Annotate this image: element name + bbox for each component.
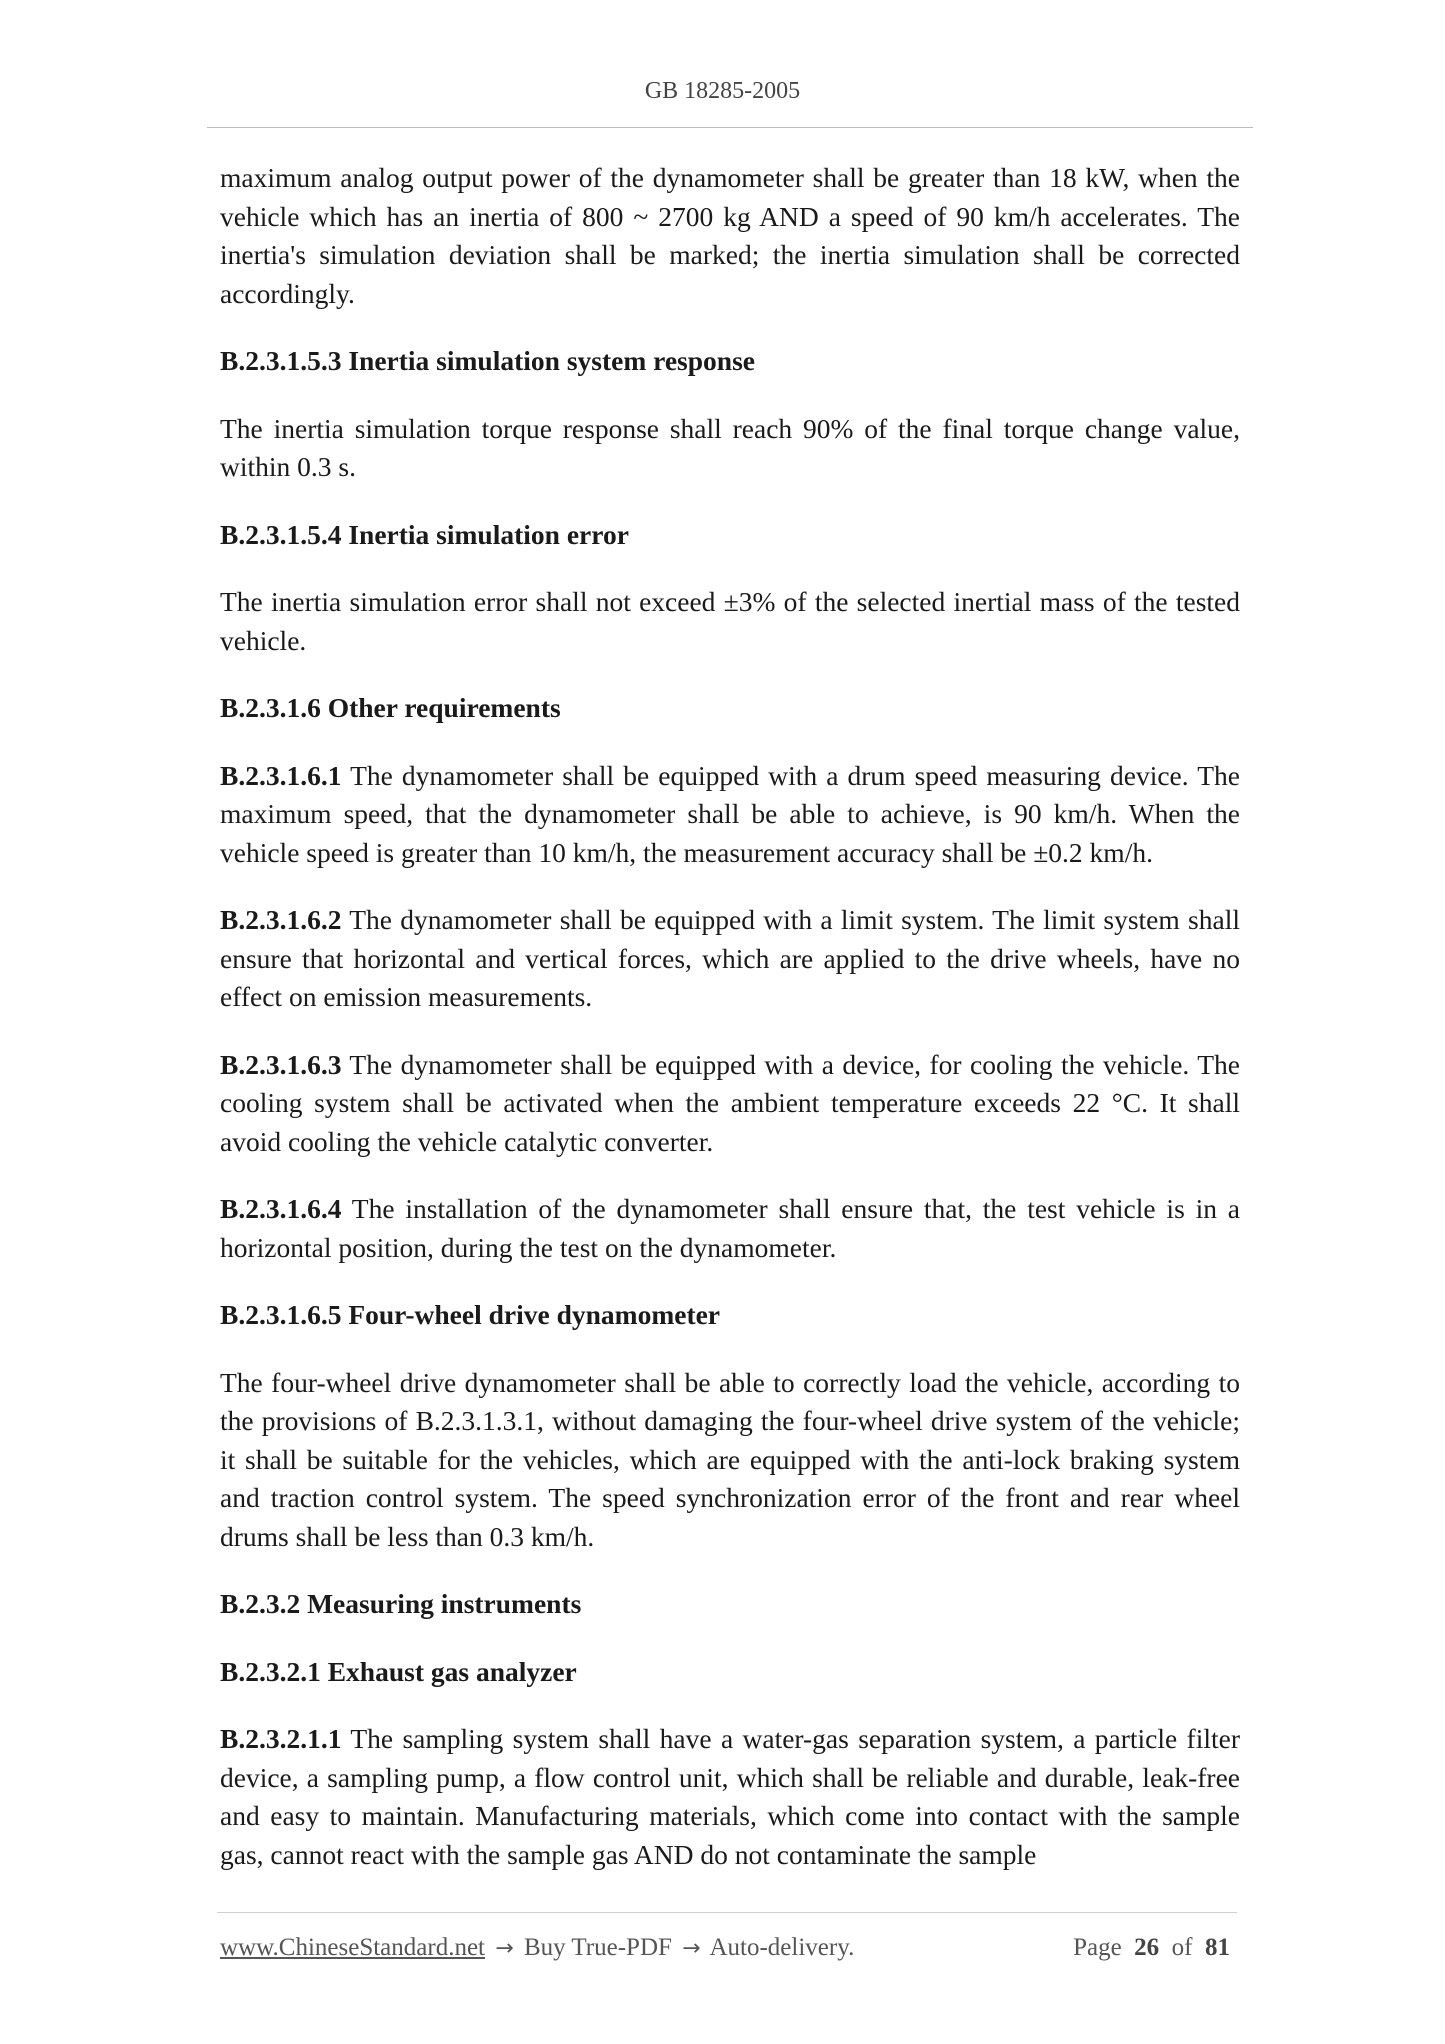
paragraph-b2316-4 xyxy=(220,1190,1240,1267)
heading-b2321: B.2.3.2.1 Exhaust gas analyzer xyxy=(220,1655,577,1687)
auto-delivery-text: Auto-delivery. xyxy=(709,1934,855,1961)
clause-number: B.2.3.1.6.2 xyxy=(220,904,342,935)
paragraph-b2315-4: The inertia simulation error shall not exceed ±3% of the selected inertial mass of the tested vehicle. xyxy=(220,586,1240,656)
paragraph-b2316-3 xyxy=(220,1046,1240,1162)
buy-pdf-text: Buy True-PDF xyxy=(523,1934,672,1961)
footer-divider xyxy=(217,1912,1237,1913)
clause-text: The dynamometer shall be equipped with a device, for cooling the vehicle. The cooling system shall be activated when the ambient temperature exceeds 22 °C. It shall avoid cooling the vehicle catalytic converter. xyxy=(220,1048,1240,1157)
footer-promo xyxy=(220,1934,854,1962)
paragraph-b2315-3: The inertia simulation torque response shall reach 90% of the final torque change value, within 0.3 s. xyxy=(220,412,1240,482)
clause-text: The installation of the dynamometer shall ensure that, the test vehicle is in a horizontal position, during the test on the dynamometer. xyxy=(220,1193,1240,1263)
document-body xyxy=(220,159,1240,1903)
arrow-right-icon: → xyxy=(495,1936,514,1961)
clause-number: B.2.3.2.1.1 xyxy=(220,1723,342,1754)
clause-number: B.2.3.1.6.1 xyxy=(220,759,342,791)
clause-text: The dynamometer shall be equipped with a limit system. The limit system shall ensure that horizontal and vertical forces, which are applied to the drive wheels, have no effect on emission measurements. xyxy=(220,904,1240,1012)
total-pages: 81 xyxy=(1205,1934,1230,1961)
paragraph-b2316-5: The four-wheel drive dynamometer shall be able to correctly load the vehicle, according to the provisions of B.2.3.1.3.1, without damaging the four-wheel drive system of the vehicle; it shall be suitable for the vehicles, which are equipped with the anti-lock braking system and traction control system. The speed synchronization error of the front and rear wheel drums shall be less than 0.3 km/h. xyxy=(220,1366,1240,1552)
page-label: Page xyxy=(1073,1934,1122,1961)
current-page-number: 26 xyxy=(1134,1934,1160,1961)
clause-text: The dynamometer shall be equipped with a drum speed measuring device. The maximum speed, that the dynamometer shall be able to achieve, is 90 km/h. When the vehicle speed is greater than 10 km/h, the measurement accuracy shall be ±0.2 km/h. xyxy=(220,759,1240,868)
heading-b232: B.2.3.2 Measuring instruments xyxy=(220,1588,582,1619)
clause-text: The sampling system shall have a water-gas separation system, a particle filter device, a sampling pump, a flow control unit, which shall be reliable and durable, leak-free and easy to maintain. Manufacturing materials, which come into contact with the sample gas, cannot react with the sample gas AND do not contaminate the sample xyxy=(220,1723,1240,1870)
paragraph-intro: maximum analog output power of the dynamometer shall be greater than 18 kW, when the vehicle which has an inertia of 800 ~ 2700 kg AND a speed of 90 km/h accelerates. The inertia's simulation deviation shall be marked; the inertia simulation shall be corrected accordingly. xyxy=(220,162,1240,309)
heading-b2315-4: B.2.3.1.5.4 Inertia simulation error xyxy=(220,518,629,550)
website-link[interactable]: www.ChineseStandard.net xyxy=(220,1934,485,1961)
page-indicator xyxy=(1073,1934,1230,1962)
heading-b2316-5: B.2.3.1.6.5 Four-wheel drive dynamometer xyxy=(220,1299,721,1330)
clause-number: B.2.3.1.6.4 xyxy=(220,1193,342,1224)
document-header: GB 18285-2005 xyxy=(644,78,801,104)
of-label: of xyxy=(1171,1934,1193,1961)
heading-b2315-3: B.2.3.1.5.3 Inertia simulation system response xyxy=(220,345,755,376)
paragraph-b2316-2 xyxy=(220,901,1240,1017)
heading-b2316: B.2.3.1.6 Other requirements xyxy=(220,692,561,723)
header-divider xyxy=(207,127,1253,128)
paragraph-b2316-1 xyxy=(220,757,1240,873)
arrow-right-icon: → xyxy=(682,1936,701,1961)
clause-number: B.2.3.1.6.3 xyxy=(220,1048,342,1080)
paragraph-b2321-1 xyxy=(220,1720,1240,1874)
